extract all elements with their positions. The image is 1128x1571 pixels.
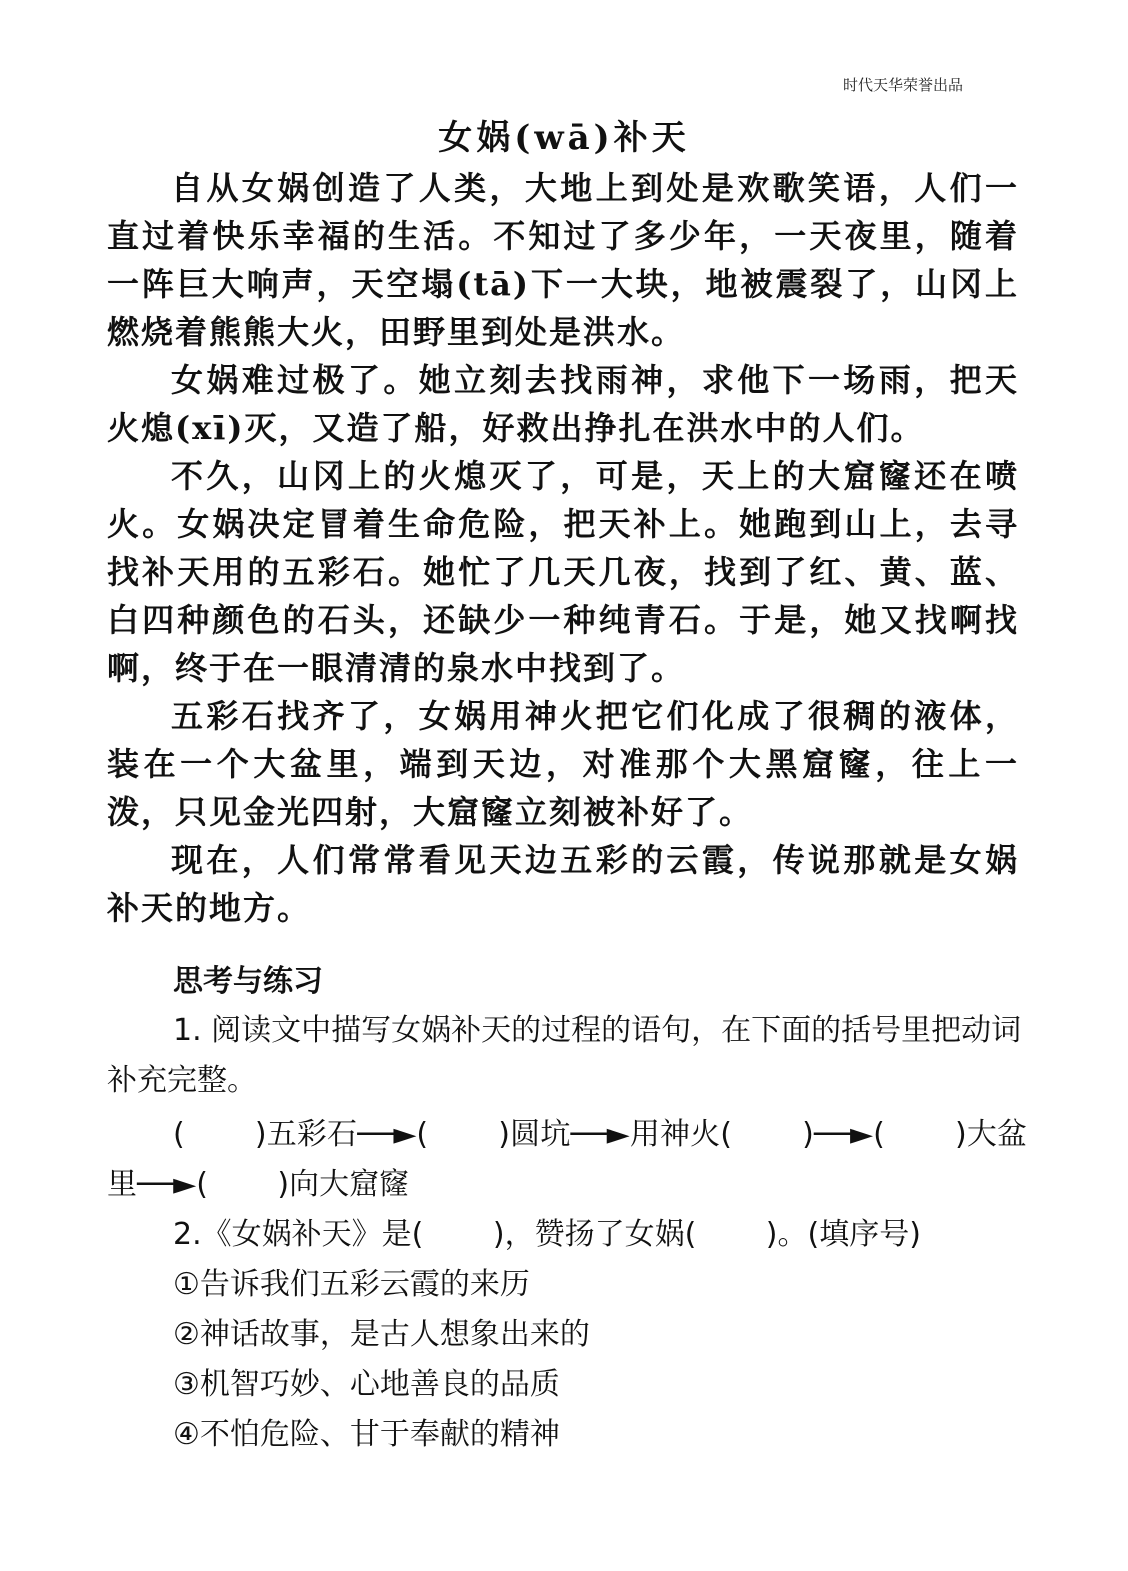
story-paragraph: 自从女娲创造了人类，大地上到处是欢歌笑语，人们一直过着快乐幸福的生活。不知过了多少年，一天夜里，随着一阵巨大响声，天空塌(tā)下一大块，地被震裂了，山冈上燃烧着熊熊大火，田野里到处是洪水。: [107, 169, 1019, 351]
answer-option: ②神话故事，是古人想象出来的: [173, 1317, 590, 1352]
publisher-mark: 时代天华荣誉出品: [843, 76, 964, 94]
article-title: 女娲(wā)补天: [438, 118, 690, 158]
story-paragraph: 女娲难过极了。她立刻去找雨神，求他下一场雨，把天火熄(xī)灭，又造了船，好救出挣扎在洪水中的人们。: [107, 361, 1019, 447]
answer-option: ③机智巧妙、心地善良的品质: [173, 1367, 560, 1402]
story-body: [107, 164, 1019, 932]
story-paragraph: 不久，山冈上的火熄灭了，可是，天上的大窟窿还在喷火。女娲决定冒着生命危险，把天补上。她跑到山上，去寻找补天用的五彩石。她忙了几天几夜，找到了红、黄、蓝、白四种颜色的石头，还缺少一种纯青石。于是，她又找啊找啊，终于在一眼清清的泉水中找到了。: [107, 457, 1019, 687]
exercise-heading: 思考与练习: [173, 964, 323, 999]
story-paragraph: 现在，人们常常看见天边五彩的云霞，传说那就是女娲补天的地方。: [107, 841, 1019, 927]
question-1-fill-blanks: ( )五彩石──►( )圆坑──►用神火( )──►( )大盆里──►( )向大窟窿: [107, 1117, 1027, 1202]
answer-options: [107, 1260, 1027, 1460]
question-1: 1. 阅读文中描写女娲补天的过程的语句，在下面的括号里把动词补充完整。: [107, 1013, 1022, 1098]
answer-option: ④不怕危险、甘于奉献的精神: [173, 1417, 560, 1452]
answer-option: ①告诉我们五彩云霞的来历: [173, 1267, 530, 1302]
exercise-section: [107, 958, 1027, 1460]
question-2: 2.《女娲补天》是( )，赞扬了女娲( )。(填序号): [173, 1217, 921, 1252]
story-paragraph: 五彩石找齐了，女娲用神火把它们化成了很稠的液体，装在一个大盆里，端到天边，对准那个大黑窟窿，往上一泼，只见金光四射，大窟窿立刻被补好了。: [107, 697, 1019, 831]
